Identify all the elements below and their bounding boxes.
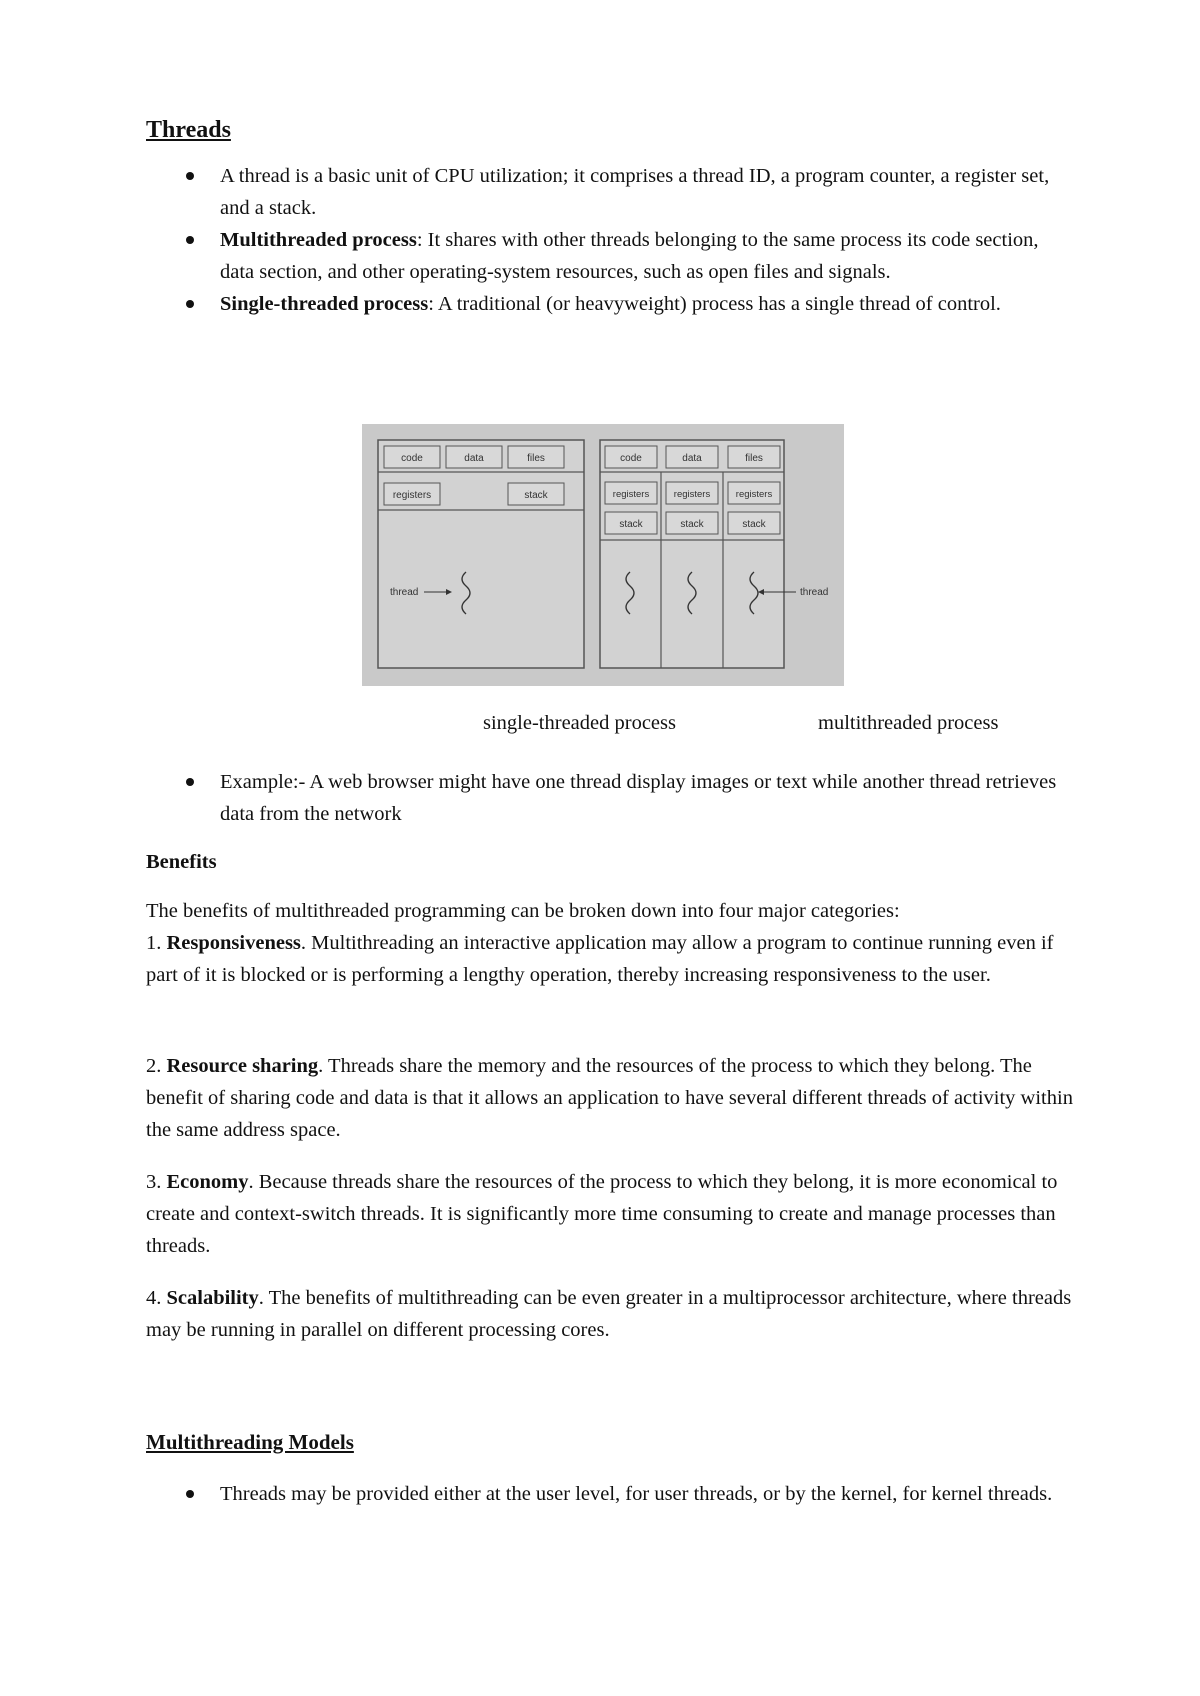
benefit-paragraph: 2. Resource sharing. Threads share the memory and the resources of the process to which they belong. The benefit of sharing code and data is that it allows an application to have several different threads of activity within the same address space.	[146, 1055, 1073, 1141]
multi-code-label: code	[620, 453, 642, 464]
multi-registers-label-1: registers	[612, 489, 650, 500]
bullet-text: : It shares with other threads belonging to the same process its code section, data section, and other operating-system resources, such as open files and signals.	[220, 229, 1039, 283]
single-registers-label: registers	[392, 490, 432, 501]
page-title: Threads	[146, 117, 231, 143]
models-bullet-list	[146, 1478, 1076, 1510]
benefit-term: Economy	[166, 1171, 249, 1193]
multi-files-label: files	[745, 453, 763, 464]
caption-single-threaded: single-threaded process	[483, 712, 676, 734]
benefit-term: Responsiveness	[166, 932, 301, 954]
document-page	[146, 112, 1076, 1505]
thread-process-diagram	[362, 424, 844, 686]
multithreaded-process-diagram	[600, 440, 828, 668]
list-item	[146, 1478, 1076, 1510]
benefit-paragraph: 4. Scalability. The benefits of multithreading can be even greater in a multiprocessor architecture, where threads may be running in parallel on different processing cores.	[146, 1287, 1072, 1341]
bullet-term: Multithreaded process	[220, 229, 417, 251]
models-bullet-text: Threads may be provided either at the user level, for user threads, or by the kernel, for kernel threads.	[220, 1483, 1053, 1505]
benefit-term: Scalability	[166, 1287, 259, 1309]
bullet-text: A thread is a basic unit of CPU utilization; it comprises a thread ID, a program counter, a register set, and a stack.	[220, 165, 1050, 219]
benefits-intro: The benefits of multithreaded programming can be broken down into four major categories:	[146, 900, 900, 922]
list-item	[146, 224, 1076, 288]
example-text: Example:- A web browser might have one thread display images or text while another thread retrieves data from the network	[220, 771, 1057, 825]
multi-stack-label-3: stack	[742, 519, 766, 530]
list-item	[146, 288, 1076, 320]
benefit-paragraph: 1. Responsiveness. Multithreading an interactive application may allow a program to continue running even if part of it is blocked or is performing a lengthy operation, thereby increasing responsiveness to the user.	[146, 932, 1054, 986]
single-threaded-process-diagram	[378, 440, 584, 668]
multi-registers-label-3: registers	[735, 489, 773, 500]
single-data-label: data	[464, 453, 484, 464]
single-files-label: files	[527, 453, 545, 464]
benefits-heading: Benefits	[146, 851, 217, 873]
multi-stack-label-2: stack	[680, 519, 704, 530]
example-bullet-list	[146, 766, 1076, 830]
list-item	[146, 766, 1076, 830]
multi-registers-label-2: registers	[673, 489, 711, 500]
multi-stack-label-1: stack	[619, 519, 643, 530]
single-code-label: code	[401, 453, 423, 464]
multi-data-label: data	[682, 453, 702, 464]
bullet-term: Single-threaded process	[220, 293, 429, 315]
benefit-paragraph: 3. Economy. Because threads share the resources of the process to which they belong, it is more economical to create and context-switch threads. It is significantly more time consuming to create and manage processes than threads.	[146, 1171, 1058, 1257]
benefits-item-1	[146, 895, 1076, 991]
multi-thread-label: thread	[800, 587, 829, 598]
list-item	[146, 160, 1076, 224]
single-stack-label: stack	[524, 490, 548, 501]
intro-bullet-list	[146, 160, 1076, 320]
benefit-term: Resource sharing	[166, 1055, 319, 1077]
caption-multithreaded: multithreaded process	[818, 712, 999, 734]
bullet-text: : A traditional (or heavyweight) process has a single thread of control.	[428, 293, 1001, 315]
multithreading-models-heading: Multithreading Models	[146, 1430, 354, 1454]
single-thread-label: thread	[390, 587, 419, 598]
